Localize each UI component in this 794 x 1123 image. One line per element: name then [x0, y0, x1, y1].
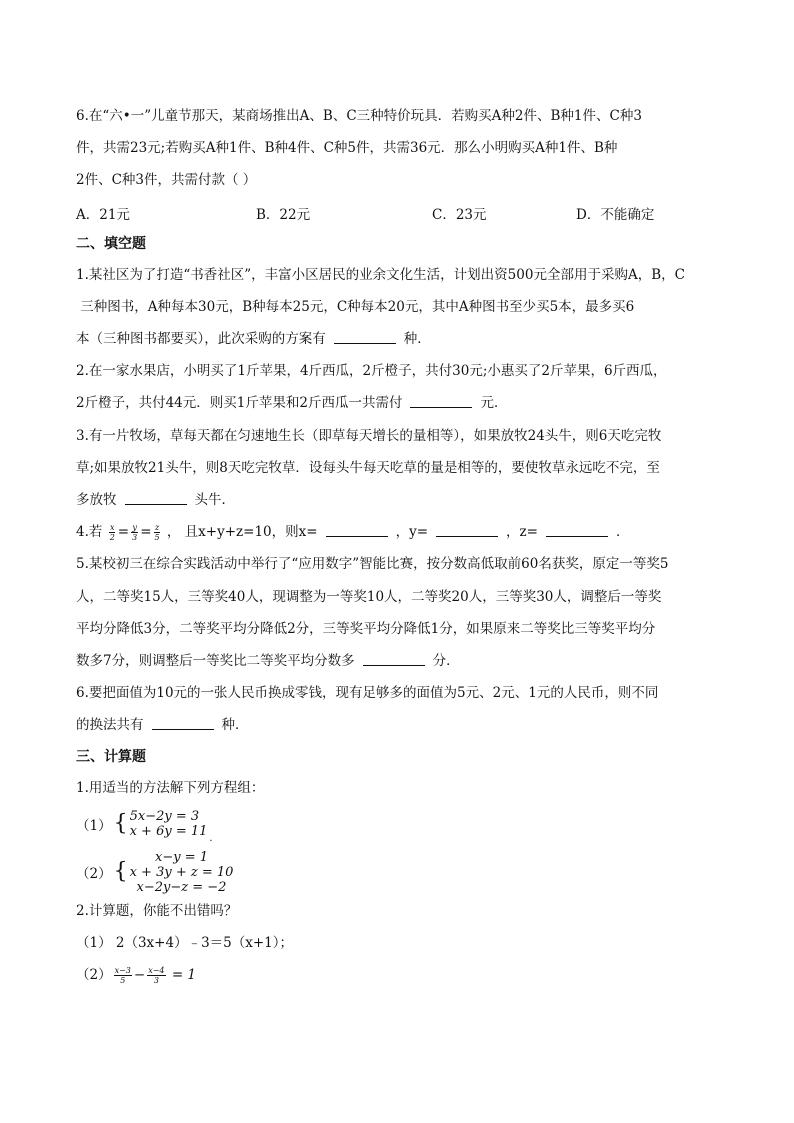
s2-q3-line-1: 3.有一片牧场，草每天都在匀速地生长（即草每天增长的量相等），如果放牧24头牛，则6天吃完牧	[76, 427, 662, 444]
s2-q5-line-4-post: 分．	[432, 653, 460, 670]
s2-q3-line-3-pre: 多放牧	[76, 492, 117, 509]
period: .	[209, 832, 213, 844]
s2-q3-line-3-post: 头牛．	[194, 492, 235, 509]
s2-q2-line-1: 2.在一家水果店，小明买了1斤苹果，4斤西瓜，2斤橙子，共付30元;小惠买了2斤苹果，6斤西瓜，	[76, 363, 667, 380]
s3-q1-part-2	[76, 850, 720, 895]
section-title-calculation: 三、计算题	[76, 748, 146, 765]
option-b: B．22元	[256, 206, 311, 223]
answer-blank	[125, 503, 187, 505]
equals-sign: =	[140, 524, 152, 541]
s2-q5-line-1: 5.某校初三在综合实践活动中举行了“应用数字”智能比赛，按分数高低取前60名获奖，原定一等奖5	[76, 556, 669, 573]
fraction-x-minus-4-over-3: $\frac{x-4}{3}$	[148, 966, 165, 986]
rhs: = 1	[171, 967, 197, 984]
s2-q4-line	[76, 516, 720, 548]
equation: x + 3y + z = 10	[129, 864, 234, 880]
q6-line-2: 件，共需23元;若购买A种1件、B种4件、C种5件，共需36元．那么小明购买A种1件、B种	[76, 140, 618, 157]
equation: 5x−2y = 3	[129, 808, 200, 824]
s2-q1-line-3	[76, 323, 720, 355]
s2-q1-line-1: 1.某社区为了打造“书香社区”，丰富小区居民的业余文化生活，计划出资500元全部用于采购A，B，C	[76, 266, 685, 283]
s2-q5-line-3: 平均分降低3分，二等奖平均分降低2分，三等奖平均分降低1分，如果原来二等奖比三等奖平均分	[76, 620, 656, 637]
s3-q2-title: 2.计算题，你能不出错吗？	[76, 902, 238, 919]
s2-q3-line-3	[76, 484, 720, 516]
s2-q5-line-2: 人，二等奖15人，三等奖40人，现调整为一等奖10人，二等奖20人，三等奖30人，调整后一等奖	[76, 588, 662, 605]
equation: x−2y−z = −2	[136, 879, 227, 895]
s2-q6-line-2-post: 种．	[221, 717, 249, 734]
s2-q4-end: ．	[615, 524, 630, 541]
fraction-x-minus-3-over-5: $\frac{x-3}{5}$	[114, 966, 131, 986]
s3-q1-part-1	[76, 804, 720, 844]
equation: x + 6y = 11	[129, 823, 208, 839]
answer-blank-z	[546, 535, 608, 537]
brace-icon: {	[113, 859, 128, 885]
part-label: （2）	[76, 967, 112, 984]
answer-blank	[410, 406, 472, 408]
s2-q2-line-2-post: 元．	[480, 395, 508, 412]
option-a: A．21元	[76, 206, 130, 223]
answer-blank	[152, 728, 214, 730]
equation: x−y = 1	[155, 849, 208, 865]
s3-q2-part-2	[76, 959, 720, 991]
equals-sign: =	[117, 524, 130, 541]
equation-system-1	[130, 809, 208, 839]
s2-q1-line-3-post: 种．	[403, 331, 431, 348]
q6-line-1: 6.在“六•一”儿童节那天，某商场推出A、B、C三种特价玩具．若购买A种2件、B种1件、C种3	[76, 108, 642, 124]
part-label: （2）	[76, 866, 112, 883]
s2-q2-line-2	[76, 387, 720, 419]
part-label: （1）	[76, 817, 112, 834]
s2-q1-line-2-text: 三种图书，A种每本30元，B种每本25元，C种每本20元，其中A种图书至少买5本，最多买6	[80, 298, 635, 315]
s2-q2-line-2-pre: 2斤橙子，共付44元．则买1斤苹果和2斤西瓜一共需付	[76, 395, 403, 412]
s2-q4-y-label: ，y=	[395, 524, 429, 541]
option-c: C．23元	[432, 206, 487, 223]
q6-line-3: 2件、C种3件，共需付款（ ）	[76, 172, 257, 189]
option-d: D．不能确定	[576, 206, 655, 223]
s2-q1-line-2	[76, 291, 720, 323]
brace-icon: {	[113, 810, 128, 836]
section-title-fill-blank: 二、填空题	[76, 235, 146, 252]
s2-q3-line-2: 草;如果放牧21头牛，则8天吃完牧草．设每头牛每天吃草的量是相等的，要使牧草永远吃不完，至	[76, 459, 660, 476]
answer-blank-x	[326, 535, 388, 537]
s2-q4-prefix: 4.若	[76, 524, 103, 541]
s3-q1-title: 1.用适当的方法解下列方程组：	[76, 779, 265, 796]
document-content	[76, 100, 720, 991]
answer-blank	[363, 664, 425, 666]
fraction-x-over-2: $\frac{x}{2}$	[109, 523, 115, 543]
s2-q6-line-1: 6.要把面值为10元的一张人民币换成零钱，现有足够多的面值为5元、2元、1元的人民币，则不同	[76, 685, 659, 702]
s3-q2-part-1: （1） 2（3x+4）﹣3＝5（x+1）；	[76, 935, 294, 952]
equation-system-2	[130, 850, 234, 895]
s2-q6-line-2-pre: 的换法共有	[76, 717, 144, 734]
answer-blank-y	[436, 535, 498, 537]
s2-q5-line-4-pre: 数多7分，则调整后一等奖比二等奖平均分数多	[76, 653, 355, 670]
s2-q1-line-3-pre: 本（三种图书都要买），此次采购的方案有	[76, 331, 326, 348]
q6-options	[76, 197, 720, 229]
s2-q4-mid: ， 且x+y+z=10，则x=	[166, 524, 318, 541]
s2-q4-z-label: ，z=	[506, 524, 538, 541]
minus-sign: −	[133, 967, 146, 984]
s2-q6-line-2	[76, 709, 720, 741]
fraction-y-over-3: $\frac{y}{3}$	[132, 523, 138, 543]
s2-q5-line-4	[76, 645, 720, 677]
fraction-z-over-5: $\frac{z}{5}$	[154, 523, 160, 543]
answer-blank	[334, 342, 396, 344]
